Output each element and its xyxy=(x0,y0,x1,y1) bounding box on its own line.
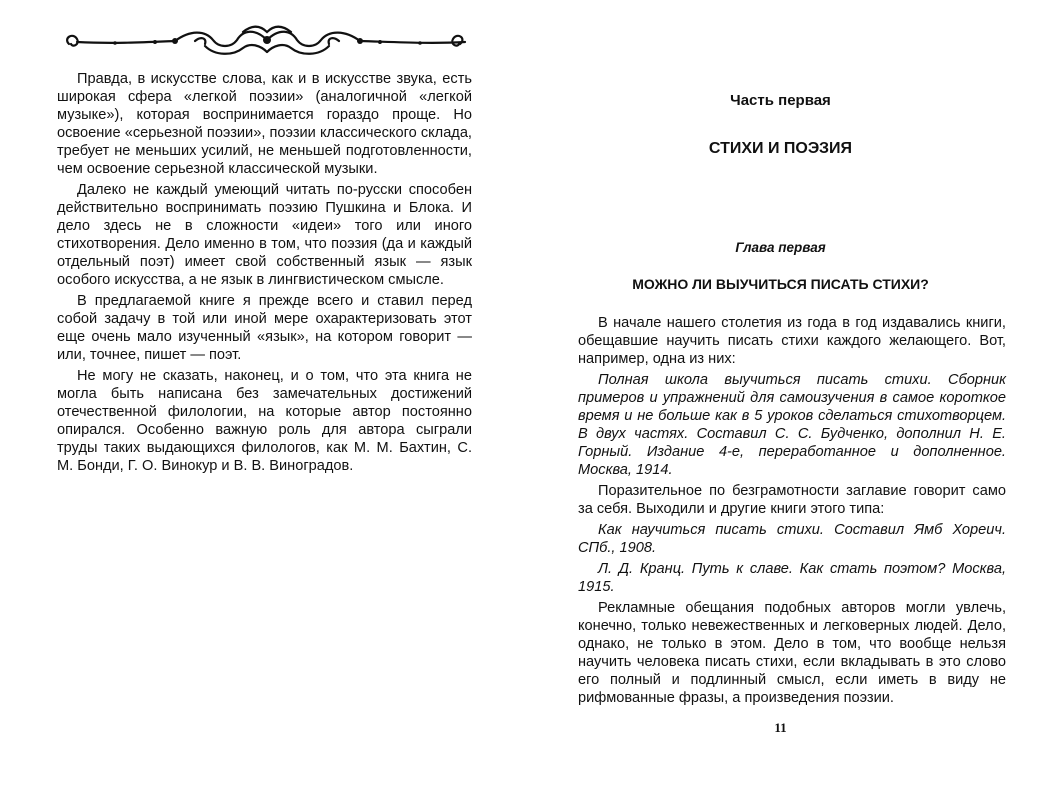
decorative-ornament-icon xyxy=(55,22,480,62)
right-page xyxy=(520,0,1041,800)
paragraph: Правда, в искусстве слова, как и в искусстве звука, есть широкая сфера «легкой поэзии» (аналогичной «легкой музыке»), которая воспринимается гораздо проще. Но освоение «серьезной поэзии», поэзии классического склада, требует не меньших усилий, не меньшей подготовленности, чем освоение серьезной классической музыки. xyxy=(57,71,472,177)
page-number: 11 xyxy=(774,720,787,735)
paragraph: В предлагаемой книге я прежде всего и ставил перед собой задачу в той или иной мере охарактеризовать этот еще очень мало изученный «язык», на котором говорит — или, точнее, пишет — поэт. xyxy=(57,293,472,363)
paragraph: Далеко не каждый умеющий читать по-русски способен действительно воспринимать поэзию Пушкина и Блока. И дело здесь не в сложности «идеи» того или иного стихотворения. Дело именно в том, что поэзия (да и каждый отдельный поэт) имеет свой собственный язык — язык особого искусства, а не язык в лингвистическом смысле. xyxy=(57,182,472,288)
left-page-body xyxy=(57,70,472,478)
section-title: СТИХИ И ПОЭЗИЯ xyxy=(708,140,853,157)
chapter-title: МОЖНО ЛИ ВЫУЧИТЬСЯ ПИСАТЬ СТИХИ? xyxy=(632,276,929,292)
book-citation: Как научиться писать стихи. Составил Ямб Хореич. СПб., 1908. xyxy=(578,522,1006,556)
paragraph: В начале нашего столетия из года в год издавались книги, обещавшие научить писать стихи каждого желающего. Вот, например, одна из них: xyxy=(578,315,1006,367)
chapter-label: Глава первая xyxy=(735,240,826,255)
part-title: Часть первая xyxy=(730,92,831,109)
paragraph: Рекламные обещания подобных авторов могли увлечь, конечно, только невежественных и легковерных людей. Дело, однако, не только в этом. Дело в том, что вообще нельзя научить человека писать стихи, если вкладывать в это слово его полный и подлинный смысл, если иметь в виду не рифмованные фразы, а произведения поэзии. xyxy=(578,600,1006,706)
book-citation: Л. Д. Кранц. Путь к славе. Как стать поэтом? Москва, 1915. xyxy=(578,561,1006,595)
right-page-body xyxy=(578,314,1006,710)
left-page xyxy=(0,0,520,800)
paragraph: Не могу не сказать, наконец, и о том, что эта книга не могла быть написана без замечательных достижений отечественной филологии, на которые автор постоянно опирался. Особенно важную роль для автора сыграли труды таких выдающихся филологов, как М. М. Бахтин, С. М. Бонди, Г. О. Винокур и В. В. Виноградов. xyxy=(57,368,472,474)
book-citation: Полная школа выучиться писать стихи. Сборник примеров и упражнений для самоизучения в самое короткое время и не больше как в 5 уроков сделаться стихотворцем. В двух частях. Составил С. С. Будченко, дополнил Н. Е. Горный. Издание 4-е, переработанное и дополненное. Москва, 1914. xyxy=(578,372,1006,478)
paragraph: Поразительное по безграмотности заглавие говорит само за себя. Выходили и другие книги этого типа: xyxy=(578,483,1006,517)
